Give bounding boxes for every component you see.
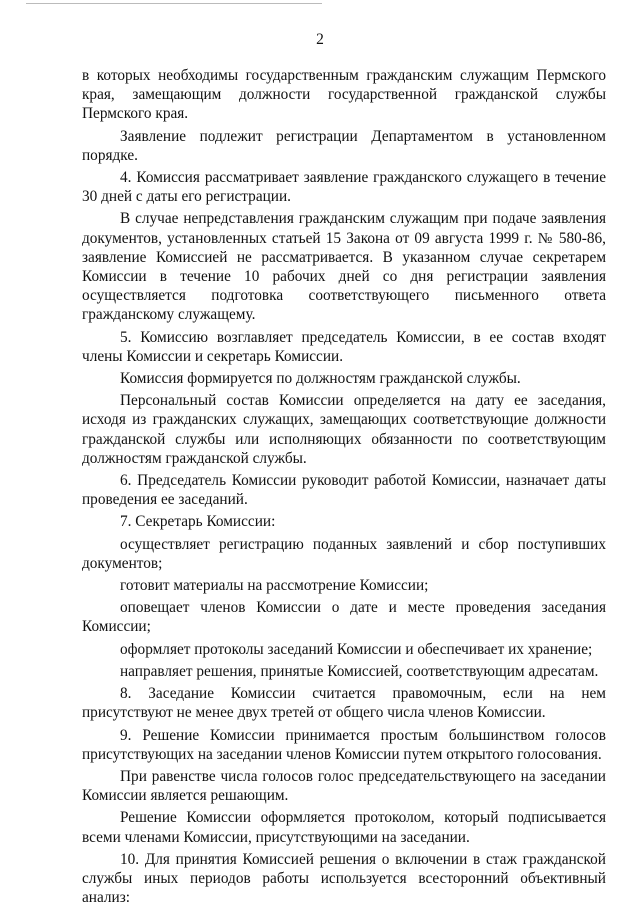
paragraph: 6. Председатель Комиссии руководит работой Комиссии, назначает даты проведения ее заседаний.: [82, 472, 606, 509]
paragraph: 4. Комиссия рассматривает заявление гражданского служащего в течение 30 дней с даты его регистрации.: [82, 169, 606, 206]
paragraph: Комиссия формируется по должностям гражданской службы.: [120, 370, 521, 388]
paragraph: 9. Решение Комиссии принимается простым большинством голосов присутствующих на заседании членов Комиссии путем открытого голосования.: [82, 726, 606, 763]
paragraph: 8. Заседание Комиссии считается правомочным, если на нем присутствуют не менее двух третей от общего числа членов Комиссии.: [82, 685, 606, 722]
document-body: [82, 66, 606, 907]
page-number: 2: [316, 31, 324, 48]
paragraph: в которых необходимы государственным гражданским служащим Пермского края, замещающим должности государственной гражданской службы Пермского края.: [82, 67, 606, 123]
paragraph: В случае непредставления гражданским служащим при подаче заявления документов, установленных статьей 15 Закона от 09 августа 1999 г. № 580-86, заявление Комиссией не рассматривается. В указанном случае секретарем Комиссии в течение 10 рабочих дней со дня регистрации заявления осуществляется подготовка соответствующего письменного ответа гражданскому служащему.: [82, 210, 606, 324]
paragraph: 10. Для принятия Комиссией решения о включении в стаж гражданской службы иных периодов работы используется всесторонний объективный анализ:: [82, 850, 606, 907]
paragraph: Заявление подлежит регистрации Департаментом в установленном порядке.: [82, 127, 606, 164]
paragraph: оформляет протоколы заседаний Комиссии и обеспечивает их хранение;: [120, 640, 593, 658]
paragraph: 7. Секретарь Комиссии:: [120, 513, 276, 531]
paragraph: готовит материалы на рассмотрение Комиссии;: [120, 577, 429, 595]
paragraph: направляет решения, принятые Комиссией, соответствующим адресатам.: [120, 662, 599, 680]
paragraph: 5. Комиссию возглавляет председатель Комиссии, в ее состав входят члены Комиссии и секретарь Комиссии.: [82, 328, 606, 365]
paragraph: Решение Комиссии оформляется протоколом, который подписывается всеми членами Комиссии, присутствующими на заседании.: [82, 809, 606, 846]
paragraph: осуществляет регистрацию поданных заявлений и сбор поступивших документов;: [82, 535, 606, 572]
top-rule: [26, 3, 322, 4]
paragraph: оповещает членов Комиссии о дате и месте проведения заседания Комиссии;: [82, 599, 606, 636]
paragraph: При равенстве числа голосов голос председательствующего на заседании Комиссии является решающим.: [82, 767, 606, 805]
paragraph: Персональный состав Комиссии определяется на дату ее заседания, исходя из гражданских служащих, замещающих соответствующие должности гражданской службы или исполняющих обязанности по соответствующим должностям гражданской службы.: [82, 392, 606, 467]
